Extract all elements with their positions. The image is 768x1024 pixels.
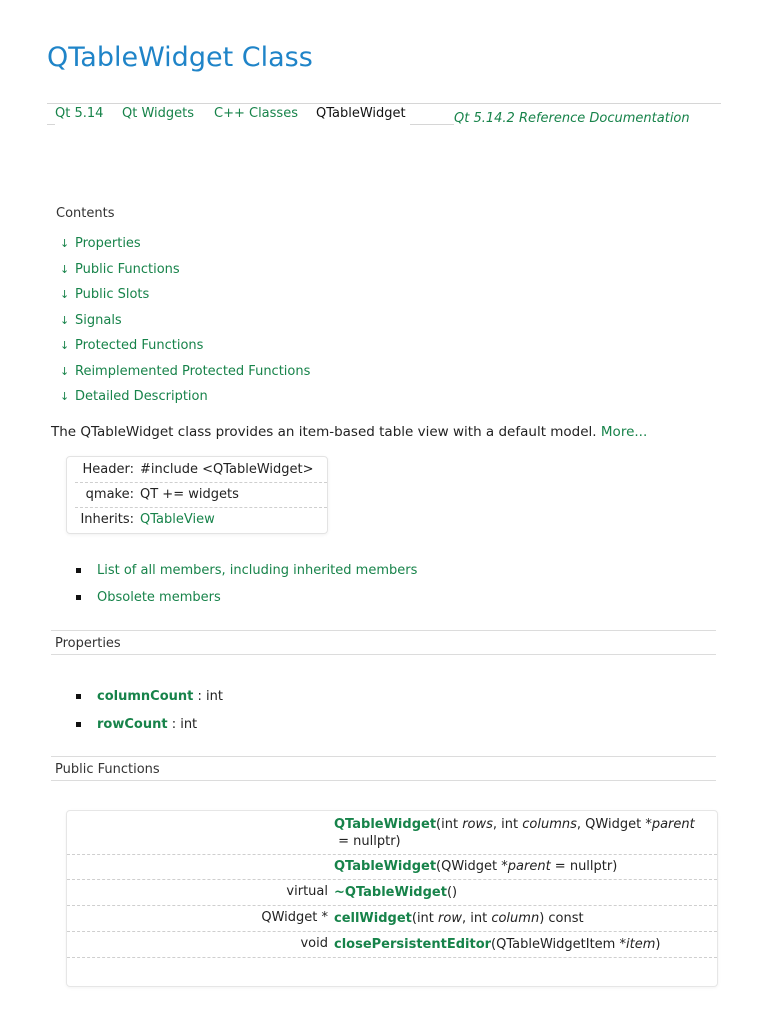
down-arrow-icon: ↓ — [60, 237, 70, 251]
list-item — [76, 710, 223, 738]
param-name: parent — [507, 859, 551, 874]
toc-item-public-functions[interactable]: ↓ Public Functions — [60, 261, 180, 277]
param-name: row — [438, 911, 462, 926]
down-arrow-icon: ↓ — [60, 288, 70, 302]
list-item[interactable]: Obsolete members — [76, 584, 417, 611]
signature-text: (int — [436, 817, 463, 832]
breadcrumb-underline — [47, 124, 55, 125]
return-type: QWidget * — [261, 910, 328, 925]
breadcrumb-current: QTableWidget — [316, 106, 406, 121]
function-signature — [334, 858, 699, 875]
row-divider — [67, 879, 717, 880]
function-link[interactable]: closePersistentEditor — [334, 937, 492, 952]
info-label: qmake: — [85, 487, 134, 502]
signature-text: = nullptr) — [334, 834, 401, 849]
section-header-public-functions: Public Functions — [51, 756, 716, 781]
info-row-qmake — [67, 482, 327, 507]
info-row-header — [67, 457, 327, 482]
class-info-table — [66, 456, 328, 534]
down-arrow-icon: ↓ — [60, 313, 70, 327]
info-value: #include <QTableWidget> — [140, 462, 314, 477]
row-divider — [67, 905, 717, 906]
contents-heading: Contents — [56, 206, 115, 221]
param-name: rows — [462, 817, 493, 832]
breadcrumb-cpp-classes[interactable]: C++ Classes — [214, 106, 298, 121]
property-link[interactable]: columnCount — [97, 688, 194, 704]
param-name: item — [625, 937, 656, 952]
toc-item-reimplemented-protected-functions[interactable]: ↓ Reimplemented Protected Functions — [60, 363, 311, 379]
table-of-contents — [60, 231, 310, 410]
breadcrumb-qt-widgets[interactable]: Qt Widgets — [122, 106, 195, 121]
table-row — [67, 858, 717, 878]
table-row — [67, 936, 717, 956]
function-link[interactable]: ~QTableWidget — [334, 885, 447, 900]
public-functions-table — [66, 810, 718, 987]
down-arrow-icon: ↓ — [60, 364, 70, 378]
signature-text: , QWidget * — [576, 817, 652, 832]
toc-item-properties[interactable]: ↓ Properties — [60, 236, 141, 252]
header-divider — [47, 103, 721, 104]
more-link[interactable]: More... — [600, 424, 648, 440]
down-arrow-icon: ↓ — [60, 262, 70, 276]
signature-text: () — [446, 885, 458, 900]
signature-text: (QTableWidgetItem * — [491, 937, 626, 952]
bullet-icon — [76, 722, 81, 727]
row-divider — [67, 931, 717, 932]
breadcrumb-qt[interactable]: Qt 5.14 — [55, 106, 104, 121]
param-name: parent — [651, 817, 695, 832]
breadcrumb-underline — [410, 124, 454, 125]
function-signature — [334, 910, 699, 927]
property-type: : int — [167, 716, 198, 732]
info-label: Inherits: — [80, 512, 134, 527]
inherits-link[interactable]: QTableView — [140, 512, 215, 527]
signature-text: ) — [655, 937, 661, 952]
function-signature — [334, 936, 699, 953]
bullet-icon — [76, 694, 81, 699]
function-link[interactable]: QTableWidget — [334, 859, 437, 874]
property-type: : int — [193, 688, 223, 704]
function-link[interactable]: QTableWidget — [334, 817, 437, 832]
bullet-icon — [76, 568, 81, 573]
toc-item-protected-functions[interactable]: ↓ Protected Functions — [60, 338, 204, 354]
reference-doc-label: Qt 5.14.2 Reference Documentation — [454, 111, 690, 126]
properties-list — [76, 682, 223, 738]
return-type: void — [300, 936, 328, 951]
signature-text: (QWidget * — [436, 859, 508, 874]
toc-item-public-slots[interactable]: ↓ Public Slots — [60, 287, 150, 303]
info-value: QT += widgets — [140, 487, 239, 502]
return-type: virtual — [286, 884, 328, 899]
param-name: column — [491, 911, 540, 926]
bullet-icon — [76, 595, 81, 600]
info-row-inherits — [67, 507, 327, 532]
function-signature — [334, 884, 699, 901]
function-signature — [334, 816, 699, 850]
signature-text: = nullptr) — [550, 859, 618, 874]
row-divider — [67, 854, 717, 855]
list-item — [76, 682, 223, 710]
param-name: columns — [522, 817, 577, 832]
table-row — [67, 910, 717, 930]
down-arrow-icon: ↓ — [60, 339, 70, 353]
signature-text: , int — [461, 911, 492, 926]
class-summary — [51, 424, 647, 440]
member-links — [76, 557, 417, 611]
toc-item-signals[interactable]: ↓ Signals — [60, 312, 122, 328]
signature-text: (int — [411, 911, 439, 926]
function-link[interactable]: cellWidget — [334, 911, 412, 926]
list-item[interactable]: List of all members, including inherited members — [76, 557, 417, 584]
info-label: Header: — [82, 462, 134, 477]
signature-text: ) const — [539, 911, 584, 926]
section-header-properties: Properties — [51, 630, 716, 655]
toc-item-detailed-description[interactable]: ↓ Detailed Description — [60, 389, 208, 405]
property-link[interactable]: rowCount — [97, 716, 168, 732]
row-divider — [67, 957, 717, 958]
page-title: QTableWidget Class — [47, 42, 313, 73]
signature-text: , int — [492, 817, 523, 832]
down-arrow-icon: ↓ — [60, 390, 70, 404]
table-row — [67, 816, 717, 852]
class-summary-text: The QTableWidget class provides an item-based table view with a default model. — [51, 424, 597, 440]
table-row — [67, 884, 717, 904]
